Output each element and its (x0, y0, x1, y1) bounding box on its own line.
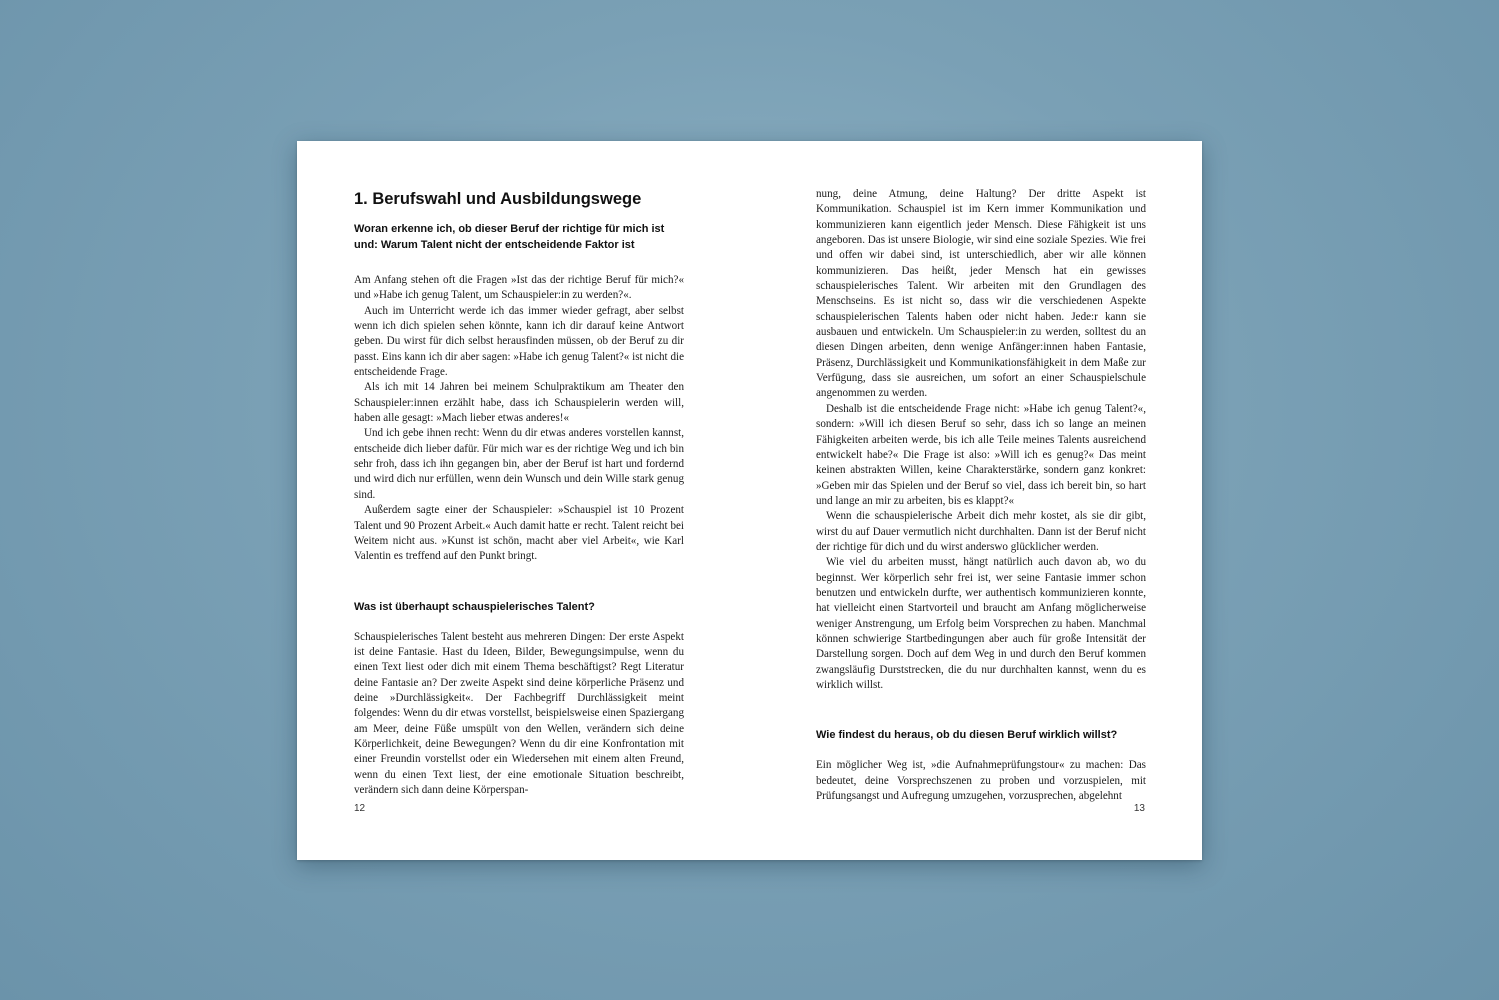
paragraph: Außerdem sagte einer der Schauspieler: »Schauspiel ist 10 Prozent Talent und 90 Prozent Arbeit.« Auch damit hatte er recht. Talent reicht bei Weitem nicht aus. »Kunst ist schön, macht aber viel Arbeit«, wie Karl Valentin es treffend auf den Punkt bringt. (354, 504, 684, 563)
left-text-column (354, 187, 684, 798)
chapter-subtitle: Woran erkenne ich, ob dieser Beruf der richtige für mich ist und: Warum Talent nicht der entscheidende Faktor ist (354, 223, 665, 251)
paragraph: Auch im Unterricht werde ich das immer wieder gefragt, aber selbst wenn ich dich spielen sehen könnte, kann ich dir darauf keine Antwort geben. Du wirst für dich selbst herausfinden müssen, ob der Beruf zu dir passt. Eins kann ich dir aber sagen: »Habe ich genug Talent?« ist nicht die entscheidende Frage. (354, 304, 684, 379)
paragraph: Schauspielerisches Talent besteht aus mehreren Dingen: Der erste Aspekt ist deine Fantasie. Hast du Ideen, Bilder, Bewegungsimpulse, wenn du einen Text liest oder dich mit einem Thema beschäftigst? Regt Literatur deine Fantasie an? Der zweite Aspekt sind deine körperliche Präsenz und deine »Durchlässigkeit«. Der Fachbegriff Durchlässigkeit meint folgendes: Wenn du dir etwas vorstellst, beispielsweise einen Spaziergang am Meer, deine Füße umspült von den Wellen, verändern sich deine Körperlichkeit, deine Bewegungen? Wenn du dir eine Konfrontation mit einer Freundin vorstellst oder ein Wiedersehen mit einem alten Freund, wenn du einen Text liest, der eine emotionale Situation beschreibt, verändern sich dann deine Körperspan- (354, 630, 684, 796)
section-heading: Was ist überhaupt schauspielerisches Talent? (354, 600, 595, 613)
paragraph: Wie viel du arbeiten musst, hängt natürlich auch davon ab, wo du beginnst. Wer körperlich sehr frei ist, wer seine Fantasie immer schon benutzen und entwickeln durfte, wer authentisch kommunizieren konnte, hat vielleicht einen Startvorteil und braucht am Anfang möglicherweise weniger Anstrengung, um Erfolg beim Vorsprechen zu haben. Manchmal können schwierige Startbedingungen aber auch für große Intensität der Darstellung sorgen. Doch auf dem Weg in und durch den Beruf kommen zwangsläufig Durststrecken, die du nur durchhalten kannst, wenn du es wirklich willst. (816, 556, 1146, 691)
paragraph: Und ich gebe ihnen recht: Wenn du dir etwas anderes vorstellen kannst, entscheide dich lieber dafür. Für mich war es der richtige Weg und ich bin sehr froh, dass ich ihn gegangen bin, aber der Beruf ist hart und fordernd und wird dich nur erfüllen, wenn dein Wunsch und dein Wille stark genug sind. (354, 427, 684, 501)
right-page (749, 141, 1202, 860)
paragraph: Wenn die schauspielerische Arbeit dich mehr kostet, als sie dir gibt, wirst du auf Dauer vermutlich nicht durchhalten. Dann ist der Beruf nicht der richtige für dich und du wirst anderswo glücklicher werden. (816, 510, 1146, 553)
book-spread (297, 141, 1202, 860)
chapter-title: 1. Berufswahl und Ausbildungswege (354, 190, 642, 208)
paragraph: nung, deine Atmung, deine Haltung? Der dritte Aspekt ist Kommunikation. Schauspiel ist im Kern immer Kommunikation und kommunizieren kann eigentlich jeder Mensch. Diese Fähigkeit ist uns angeboren. Das ist unsere Biologie, wir sind eine soziale Spezies. Wie frei und offen wir dabei sind, ist unterschiedlich, aber wir alle können kommunizieren. Das heißt, jeder Mensch hat ein gewisses schauspielerisches Talent. Wir arbeiten mit den Grundlagen des Menschseins. Es ist nicht so, dass wir die verschiedenen Aspekte schauspielerischen Talents haben oder nicht haben. Jede:r kann sie ausbauen und entwickeln. Um Schauspieler:in zu werden, solltest du an diesen Dingen arbeiten, denn wenige Anfänger:innen haben Fantasie, Präsenz, Durchlässigkeit und Kommunikationsfähigkeit in dem Maße zur Verfügung, dass sie ausreichen, um sofort an einer Schauspielschule angenommen zu werden. (816, 188, 1146, 400)
paragraph: Ein möglicher Weg ist, »die Aufnahmeprüfungstour« zu machen: Das bedeutet, deine Vorsprechszenen zu proben und vorzuspielen, mit Prüfungsangst und Aufregung umzugehen, vorzusprechen, abgelehnt (816, 759, 1146, 803)
page-number: 13 (1133, 803, 1145, 814)
right-text-column (816, 187, 1146, 804)
paragraph: Am Anfang stehen oft die Fragen »Ist das der richtige Beruf für mich?« und »Habe ich genug Talent, um Schauspieler:in zu werden?«. (354, 274, 684, 302)
paragraph: Deshalb ist die entscheidende Frage nicht: »Habe ich genug Talent?«, sondern: »Will ich diesen Beruf so sehr, dass ich so lange an meinen Fähigkeiten arbeiten werde, bis ich alle Teile meines Talents ausreichend entwickelt habe?« Die Frage ist also: »Will ich es genug?« Das meint keinen abstrakten Willen, keine Charakterstärke, sondern ganz konkret: »Geben mir das Spielen und der Beruf so viel, dass ich bereit bin, so hart und lange an mir zu arbeiten, bis es klappt?« (816, 402, 1146, 507)
section-heading: Wie findest du heraus, ob du diesen Beruf wirklich willst? (816, 729, 1118, 742)
page-number: 12 (354, 803, 366, 814)
left-page (297, 141, 749, 860)
paragraph: Als ich mit 14 Jahren bei meinem Schulpraktikum am Theater den Schauspieler:innen erzählt habe, dass ich Schauspielerin werden will, haben alle gesagt: »Mach lieber etwas anderes!« (354, 381, 684, 425)
